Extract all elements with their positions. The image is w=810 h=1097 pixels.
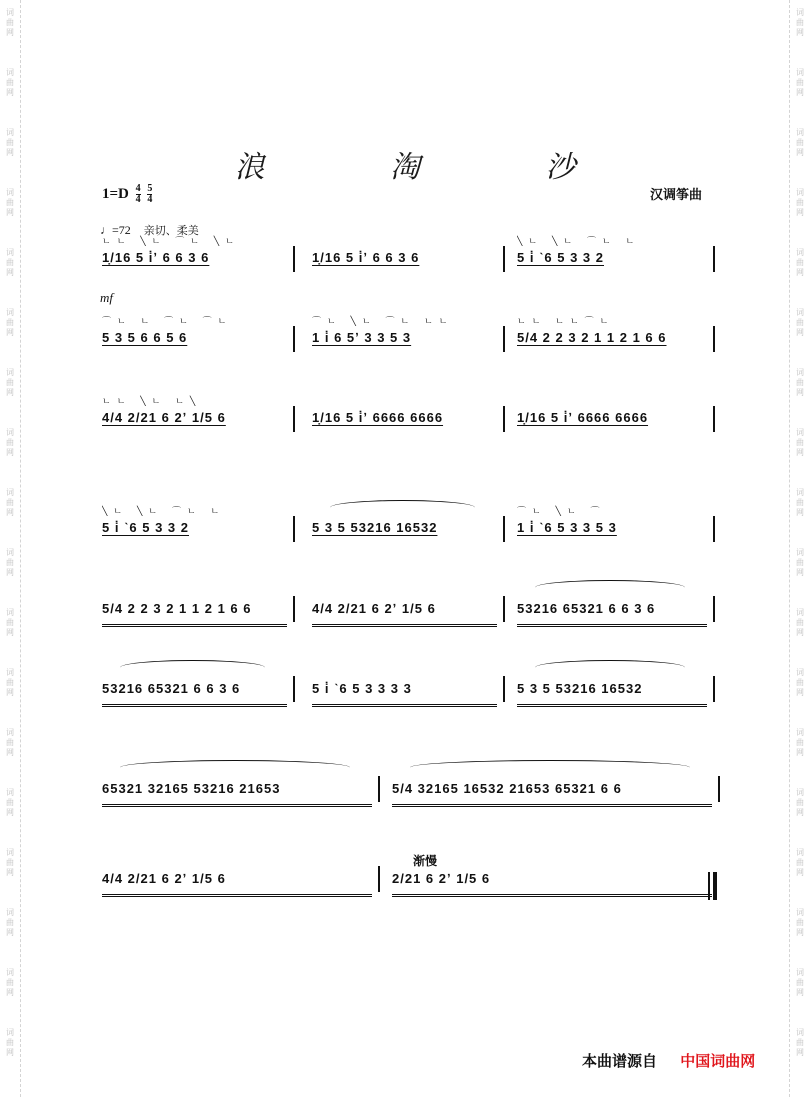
- watermark-glyph: 词: [796, 548, 804, 557]
- watermark-glyph: 词: [796, 608, 804, 617]
- watermark-glyph: 曲: [6, 1038, 14, 1047]
- measure-notes: 1̣/16 5 i̇ʼ 6 6 3 6: [102, 250, 210, 265]
- watermark-glyph: 网: [796, 148, 804, 157]
- barline: [293, 676, 295, 702]
- watermark-glyph-group: [0, 308, 20, 338]
- watermark-glyph: 曲: [6, 498, 14, 507]
- watermark-glyph-group: [0, 608, 20, 638]
- slur-mark: [120, 660, 265, 675]
- barline: [713, 406, 715, 432]
- watermark-glyph: 词: [796, 908, 804, 917]
- watermark-glyph: 网: [6, 448, 14, 457]
- watermark-glyph-group: [0, 368, 20, 398]
- watermark-glyph: 曲: [6, 138, 14, 147]
- watermark-glyph: 网: [6, 928, 14, 937]
- watermark-glyph-group: [790, 368, 810, 398]
- watermark-glyph-group: [790, 728, 810, 758]
- watermark-glyph: 网: [796, 988, 804, 997]
- watermark-glyph: 曲: [796, 738, 804, 747]
- watermark-glyph: 曲: [796, 498, 804, 507]
- watermark-glyph: 曲: [6, 18, 14, 27]
- notation-system: [100, 507, 720, 550]
- watermark-glyph: 曲: [6, 798, 14, 807]
- watermark-glyph: 网: [796, 928, 804, 937]
- watermark-glyph-group: [790, 548, 810, 578]
- watermark-glyph: 曲: [796, 918, 804, 927]
- fingering-marks: ╲ㄴ ╲ㄴ ⌒ㄴ ㄴ: [517, 237, 641, 246]
- watermark-glyph: 网: [6, 388, 14, 397]
- watermark-glyph: 曲: [796, 378, 804, 387]
- watermark-glyph: 曲: [796, 678, 804, 687]
- watermark-glyph-group: [0, 488, 20, 518]
- watermark-glyph: 词: [6, 488, 14, 497]
- watermark-glyph: 网: [6, 808, 14, 817]
- watermark-glyph: 词: [796, 8, 804, 17]
- watermark-glyph: 网: [6, 1048, 14, 1057]
- barline: [503, 326, 505, 352]
- watermark-glyph: 词: [796, 488, 804, 497]
- watermark-glyph-group: [0, 248, 20, 278]
- watermark-glyph-group: [790, 428, 810, 458]
- barline: [378, 866, 380, 892]
- notation-system: [100, 317, 720, 360]
- measure-notes: 5 3 5 6 6 5 6: [102, 330, 188, 345]
- watermark-glyph: 词: [796, 128, 804, 137]
- barline: [718, 776, 720, 802]
- watermark-glyph: 网: [6, 208, 14, 217]
- watermark-glyph: 词: [6, 968, 14, 977]
- barline: [503, 676, 505, 702]
- watermark-glyph: 曲: [6, 738, 14, 747]
- watermark-glyph-group: [0, 788, 20, 818]
- watermark-glyph: 网: [796, 748, 804, 757]
- composer-credit: 汉调筝曲: [650, 188, 703, 203]
- watermark-glyph: 曲: [796, 18, 804, 27]
- final-barline-thick: [713, 872, 717, 900]
- barline: [503, 406, 505, 432]
- watermark-glyph: 网: [796, 568, 804, 577]
- measure-notes: 5 3 5 53216 16532: [517, 680, 707, 707]
- fingering-marks: ㄴㄴ ╲ㄴ ㄴ╲: [102, 397, 202, 406]
- tempo-value: ♩=72: [100, 223, 131, 237]
- watermark-glyph-group: [0, 188, 20, 218]
- barline: [378, 776, 380, 802]
- watermark-glyph: 曲: [6, 978, 14, 987]
- watermark-glyph: 曲: [6, 378, 14, 387]
- watermark-glyph: 网: [6, 148, 14, 157]
- measure-notes: 5/4 32165 16532 21653 65321 6 6: [392, 780, 712, 807]
- measure-notes: 4/4 2/21 6 2ʼ 1/5 6: [102, 870, 372, 897]
- measure-notes: 53216 65321 6 6 3 6: [517, 600, 707, 627]
- watermark-glyph-group: [790, 908, 810, 938]
- barline: [503, 596, 505, 622]
- fingering-marks: ╲ㄴ ╲ㄴ ⌒ㄴ ㄴ: [102, 507, 226, 516]
- watermark-glyph-group: [790, 488, 810, 518]
- watermark-glyph-group: [0, 1028, 20, 1058]
- watermark-glyph-group: [0, 968, 20, 998]
- watermark-glyph: 网: [796, 1048, 804, 1057]
- watermark-glyph: 词: [796, 248, 804, 257]
- watermark-glyph: 词: [796, 788, 804, 797]
- notation-system: [100, 237, 720, 280]
- measure-notes: 5/4 2 2 3 2 1 1 2 1 6 6: [102, 600, 287, 627]
- measure-notes: 5 i̇ ˋ6 5 3 3 2: [517, 250, 604, 265]
- watermark-glyph-group: [0, 8, 20, 38]
- measure-notes: 1̣/16 5 i̇ʼ 6666 6666: [517, 410, 649, 425]
- dynamic-marking: mf: [100, 290, 113, 305]
- watermark-glyph: 网: [6, 508, 14, 517]
- watermark-glyph: 网: [6, 628, 14, 637]
- slur-mark: [410, 760, 690, 775]
- barline: [293, 596, 295, 622]
- watermark-glyph: 曲: [796, 558, 804, 567]
- watermark-glyph-group: [0, 848, 20, 878]
- fingering-marks: ⌒ㄴ ㄴ ⌒ㄴ ⌒ㄴ: [102, 317, 233, 326]
- watermark-glyph: 曲: [796, 618, 804, 627]
- watermark-glyph-group: [790, 848, 810, 878]
- watermark-glyph: 曲: [6, 258, 14, 267]
- watermark-glyph: 词: [6, 908, 14, 917]
- watermark-glyph: 网: [6, 748, 14, 757]
- watermark-glyph: 曲: [796, 318, 804, 327]
- source-credit: [582, 1050, 755, 1071]
- expression-marking: 亲切、柔美: [143, 224, 199, 237]
- measure-notes: 5 3 5 53216 16532: [312, 520, 438, 535]
- barline: [293, 246, 295, 272]
- watermark-glyph: 网: [796, 628, 804, 637]
- measure-notes: 4/4 2/21 6 2ʼ 1/5 6: [102, 410, 226, 425]
- time-signature-5-4: $\frac{5}{4}$: [147, 183, 153, 205]
- source-label: 本曲谱源自: [582, 1052, 658, 1070]
- barline: [713, 596, 715, 622]
- time-signature-4-4: $\frac{4}{4}$: [135, 183, 141, 205]
- watermark-glyph-group: [790, 968, 810, 998]
- barline: [713, 516, 715, 542]
- measure-notes: 1 i̇ ˋ6 5 3 3 5 3: [517, 520, 617, 535]
- fingering-marks: ⌒ㄴ ╲ㄴ ⌒ㄴ ㄴㄴ: [312, 317, 454, 326]
- measure-notes: 4/4 2/21 6 2ʼ 1/5 6: [312, 600, 497, 627]
- barline: [503, 516, 505, 542]
- watermark-glyph: 网: [796, 388, 804, 397]
- measure-notes: 5/4 2 2 3 2 1 1 2 1 6 6: [517, 330, 667, 345]
- watermark-glyph: 词: [6, 308, 14, 317]
- barline: [293, 406, 295, 432]
- barline: [293, 326, 295, 352]
- measure-notes: 2/21 6 2ʼ 1/5 6: [392, 870, 712, 897]
- watermark-glyph: 网: [796, 268, 804, 277]
- watermark-glyph: 词: [6, 428, 14, 437]
- watermark-glyph: 曲: [796, 258, 804, 267]
- watermark-glyph: 词: [796, 668, 804, 677]
- gradual-slow-marking: 渐慢: [413, 854, 438, 868]
- watermark-glyph-group: [0, 908, 20, 938]
- watermark-glyph: 曲: [6, 438, 14, 447]
- watermark-glyph: 词: [6, 248, 14, 257]
- notation-system: [100, 590, 720, 630]
- watermark-glyph: 曲: [796, 798, 804, 807]
- watermark-glyph: 词: [6, 68, 14, 77]
- watermark-glyph: 网: [6, 988, 14, 997]
- measure-notes: 1̣/16 5 i̇ʼ 6 6 3 6: [312, 250, 420, 265]
- measure-notes: 5 i̇ ˋ6 5 3 3 2: [102, 520, 189, 535]
- watermark-glyph: 词: [6, 788, 14, 797]
- watermark-glyph: 曲: [796, 1038, 804, 1047]
- watermark-glyph: 网: [6, 568, 14, 577]
- watermark-glyph: 网: [6, 328, 14, 337]
- barline: [713, 326, 715, 352]
- watermark-glyph: 网: [796, 88, 804, 97]
- watermark-glyph: 词: [796, 68, 804, 77]
- key-signature: [102, 184, 152, 205]
- barline: [713, 676, 715, 702]
- fingering-marks: ㄴㄴ ╲ㄴ ⌒ㄴ ╲ㄴ: [102, 237, 240, 246]
- watermark-glyph: 曲: [796, 858, 804, 867]
- watermark-glyph: 网: [796, 448, 804, 457]
- barline: [503, 246, 505, 272]
- watermark-glyph-group: [790, 188, 810, 218]
- watermark-glyph-group: [790, 608, 810, 638]
- measure-notes: 5 i̇ ˋ6 5 3 3 3 3: [312, 680, 497, 707]
- watermark-glyph: 词: [6, 128, 14, 137]
- watermark-glyph: 曲: [6, 198, 14, 207]
- watermark-glyph: 网: [796, 868, 804, 877]
- watermark-glyph: 曲: [796, 138, 804, 147]
- watermark-glyph: 网: [796, 328, 804, 337]
- watermark-glyph: 网: [796, 808, 804, 817]
- watermark-glyph: 词: [796, 728, 804, 737]
- watermark-glyph: 词: [6, 608, 14, 617]
- site-name: 中国词曲网: [680, 1052, 756, 1070]
- watermark-glyph: 词: [796, 188, 804, 197]
- watermark-glyph: 词: [6, 188, 14, 197]
- watermark-glyph-group: [790, 308, 810, 338]
- notation-system: [100, 860, 720, 900]
- watermark-glyph: 词: [796, 1028, 804, 1037]
- watermark-glyph-group: [0, 548, 20, 578]
- watermark-glyph: 网: [6, 268, 14, 277]
- watermark-glyph: 曲: [796, 978, 804, 987]
- final-barline-thin: [708, 872, 710, 900]
- watermark-glyph: 曲: [6, 78, 14, 87]
- watermark-glyph: 词: [6, 8, 14, 17]
- watermark-glyph: 词: [6, 848, 14, 857]
- watermark-glyph-group: [0, 728, 20, 758]
- watermark-glyph: 网: [796, 28, 804, 37]
- slur-mark: [330, 500, 475, 515]
- watermark-glyph: 词: [796, 308, 804, 317]
- watermark-glyph: 曲: [6, 318, 14, 327]
- watermark-glyph-group: [790, 8, 810, 38]
- measure-notes: 65321 32165 53216 21653: [102, 780, 372, 807]
- watermark-glyph: 网: [6, 868, 14, 877]
- watermark-glyph: 词: [796, 368, 804, 377]
- watermark-glyph: 词: [796, 848, 804, 857]
- barline: [293, 516, 295, 542]
- watermark-glyph: 词: [6, 548, 14, 557]
- notation-system: [100, 670, 720, 710]
- watermark-glyph: 曲: [796, 438, 804, 447]
- barline: [713, 246, 715, 272]
- watermark-glyph-group: [790, 668, 810, 698]
- watermark-glyph: 曲: [6, 678, 14, 687]
- watermark-glyph: 曲: [6, 858, 14, 867]
- watermark-glyph-group: [790, 248, 810, 278]
- watermark-glyph: 曲: [6, 558, 14, 567]
- watermark-glyph: 词: [796, 968, 804, 977]
- key-signature-label: 1=D: [102, 185, 129, 202]
- measure-notes: 53216 65321 6 6 3 6: [102, 680, 287, 707]
- watermark-glyph: 曲: [796, 78, 804, 87]
- watermark-glyph: 词: [6, 728, 14, 737]
- watermark-glyph: 网: [796, 208, 804, 217]
- slur-mark: [535, 580, 685, 595]
- watermark-glyph-group: [790, 788, 810, 818]
- score-title: 浪 淘 沙: [234, 150, 634, 185]
- watermark-glyph-group: [0, 668, 20, 698]
- slur-mark: [120, 760, 350, 775]
- fingering-marks: ㄴㄴ ㄴㄴ⌒ㄴ: [517, 317, 615, 326]
- slur-mark: [535, 660, 685, 675]
- watermark-glyph-group: [790, 68, 810, 98]
- watermark-glyph: 词: [796, 428, 804, 437]
- watermark-glyph: 网: [6, 28, 14, 37]
- watermark-glyph: 曲: [6, 918, 14, 927]
- watermark-glyph-group: [0, 428, 20, 458]
- notation-system: [100, 770, 720, 810]
- watermark-glyph: 网: [796, 688, 804, 697]
- measure-notes: 1̣/16 5 i̇ʼ 6666 6666: [312, 410, 444, 425]
- notation-system: [100, 397, 720, 440]
- watermark-glyph: 网: [6, 688, 14, 697]
- watermark-glyph: 网: [796, 508, 804, 517]
- watermark-glyph-group: [0, 68, 20, 98]
- watermark-glyph: 曲: [796, 198, 804, 207]
- fingering-marks: ⌒ㄴ ╲ㄴ ⌒: [517, 507, 606, 516]
- watermark-glyph: 网: [6, 88, 14, 97]
- watermark-glyph: 词: [6, 368, 14, 377]
- watermark-glyph: 词: [6, 668, 14, 677]
- watermark-glyph: 词: [6, 1028, 14, 1037]
- measure-notes: 1 i̇ 6 5ʼ 3 3 5 3: [312, 330, 412, 345]
- watermark-glyph-group: [790, 1028, 810, 1058]
- watermark-glyph: 曲: [6, 618, 14, 627]
